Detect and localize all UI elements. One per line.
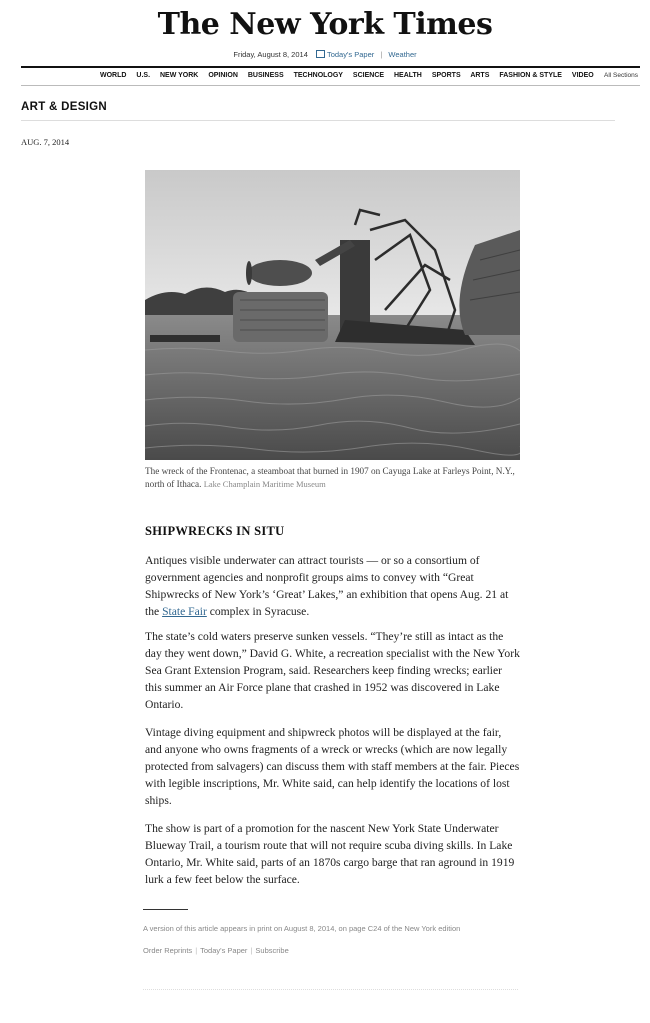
article-photo [145, 170, 520, 460]
nav-item-fashion-style[interactable]: FASHION & STYLE [499, 72, 562, 79]
section-nav [21, 66, 640, 86]
paragraph-2: The state’s cold waters preserve sunken vessels. “They’re still as intact as the day they went down,” David G. White, a recreation specialist with the New York Sea Grant Extension Program, said. Researchers keep finding wrecks; earlier this summer an Air Force plane that crashed in 1952 was discovered in Lake Ontario. [145, 630, 520, 711]
paragraph-1-text-b: complex in Syracuse. [206, 605, 310, 618]
paragraph-1 [145, 552, 520, 620]
header-separator: | [380, 50, 383, 59]
caption-text: The wreck of the Frontenac, a steamboat that burned in 1907 on Cayuga Lake at Farleys Point, N.Y., north of Ithaca. [145, 466, 515, 489]
nyt-logo[interactable]: The New York Times [157, 7, 493, 42]
nav-item-new-york[interactable]: NEW YORK [159, 72, 199, 79]
nav-item-science[interactable]: SCIENCE [352, 72, 385, 79]
nav-item-world[interactable]: WORLD [100, 72, 127, 79]
footer-divider [143, 909, 188, 910]
masthead [0, 8, 650, 59]
bottom-divider [143, 989, 518, 990]
subscribe-link[interactable]: Subscribe [255, 946, 289, 955]
nav-item-opinion[interactable]: OPINION [208, 72, 238, 79]
photo-caption [145, 465, 520, 491]
nav-item-video[interactable]: VIDEO [571, 72, 594, 79]
nav-item-sports[interactable]: SPORTS [431, 72, 461, 79]
article-headline: SHIPWRECKS IN SITU [145, 524, 285, 538]
header-date: Friday, August 8, 2014 [233, 50, 308, 59]
todays-paper-link[interactable]: Today's Paper [326, 50, 375, 59]
footer-todays-paper-link[interactable]: Today's Paper [200, 946, 248, 955]
paragraph-4: The show is part of a promotion for the nascent New York State Underwater Blueway Trail, a tourism route that will not require scuba diving skills. In Lake Ontario, Mr. White said, parts of an 1870s cargo barge that ran aground in 1919 lurk a few feet below the surface. [145, 822, 515, 886]
photo-credit: Lake Champlain Maritime Museum [203, 479, 326, 489]
footer-separator: | [250, 946, 253, 955]
nav-items [100, 72, 602, 79]
section-label[interactable]: ART & DESIGN [21, 101, 108, 113]
all-sections-link[interactable]: All Sections [604, 72, 638, 79]
footer-links [143, 946, 289, 955]
weather-link[interactable]: Weather [388, 50, 417, 59]
paragraph-3: Vintage diving equipment and shipwreck photos will be displayed at the fair, and anyone who owns fragments of a wreck or wrecks (which are now legally protected from salvagers) can discuss them with staff members at the fair. Pieces with legible inscriptions, Mr. White said, can help identify the locations of lost ships. [145, 726, 520, 807]
nav-item-health[interactable]: HEALTH [394, 72, 422, 79]
nav-item-business[interactable]: BUSINESS [247, 72, 284, 79]
nav-item-technology[interactable]: TECHNOLOGY [293, 72, 343, 79]
order-reprints-link[interactable]: Order Reprints [143, 946, 193, 955]
print-edition-note: A version of this article appears in print on August 8, 2014, on page C24 of the New York edition [143, 924, 461, 933]
dateline [0, 50, 650, 59]
shipwreck-photo [145, 170, 520, 460]
article-date: AUG. 7, 2014 [21, 137, 70, 147]
nav-item-arts[interactable]: ARTS [470, 72, 490, 79]
article-body [145, 524, 520, 899]
nav-item-us[interactable]: U.S. [136, 72, 151, 79]
section-divider [21, 120, 615, 121]
footer-separator: | [195, 946, 198, 955]
paragraph-1-text-a: Antiques visible underwater can attract tourists — or so a consortium of government agencies and nonprofit groups aims to convey with “Great Shipwrecks of New York’s ‘Great’ Lakes,” an exhibition that opens Aug. 21 at the [145, 554, 509, 618]
newspaper-icon [316, 50, 325, 58]
state-fair-link[interactable]: State Fair [162, 605, 207, 618]
